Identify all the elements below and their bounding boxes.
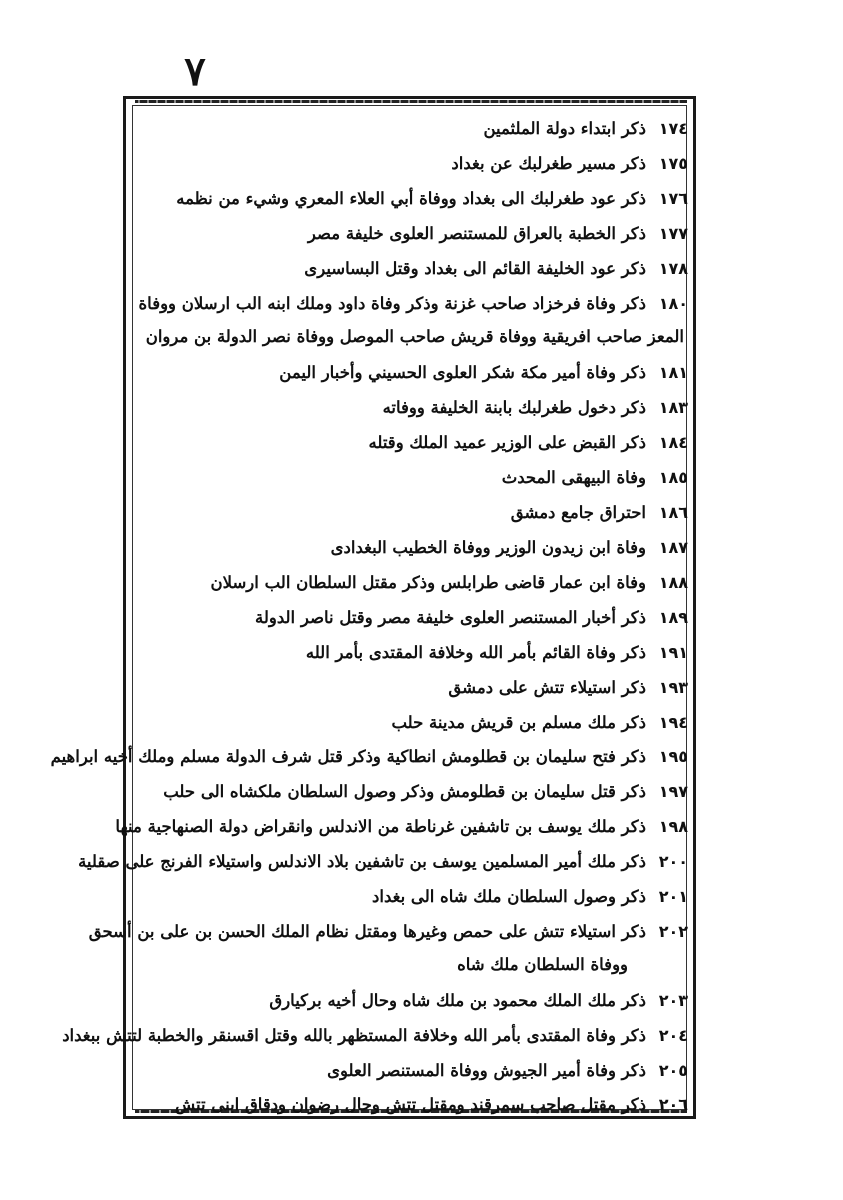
- toc-entry-title: ذكر أخبار المستنصر العلوى خليفة مصر وقتل ناصر الدولة: [255, 608, 646, 627]
- toc-entry-title: ذكر دخول طغرلبك بابنة الخليفة ووفاته: [382, 398, 646, 417]
- toc-page-number: ٢٠٦: [658, 1095, 688, 1114]
- toc-entry-continuation: [140, 954, 688, 976]
- toc-entry: [140, 886, 688, 908]
- toc-entry: [140, 362, 688, 384]
- toc-entry: [115, 816, 688, 838]
- table-of-contents: [50, 118, 688, 1114]
- toc-entry: [140, 258, 688, 280]
- toc-entry-title: ذكر ملك يوسف بن تاشفين غرناطة من الاندلس وانقراض دولة الصنهاجية منها: [115, 817, 646, 836]
- toc-entry-title: المعز صاحب افريقية ووفاة قريش صاحب الموصل ووفاة نصر الدولة بن مروان: [145, 327, 684, 346]
- toc-entry-title: ذكر استيلاء تتش على حمص وغيرها ومقتل نظام الملك الحسن بن على بن أسحق: [88, 922, 646, 941]
- toc-page-number: ١٨٠: [658, 294, 688, 313]
- toc-page-number: ١٩١: [658, 643, 688, 662]
- toc-entry: [140, 642, 688, 664]
- toc-entry: [140, 607, 688, 629]
- toc-entry-title: ذكر القبض على الوزير عميد الملك وقتله: [368, 433, 646, 452]
- toc-entry-title: ذكر عود طغرلبك الى بغداد ووفاة أبي العلاء المعري وشيء من نظمه: [176, 189, 646, 208]
- toc-entry-title: ذكر وفاة المقتدى بأمر الله وخلافة المستظهر بالله وقتل اقسنقر والخطبة لتتش ببغداد: [62, 1026, 646, 1045]
- toc-page-number: ١٩٤: [658, 713, 688, 732]
- toc-entry-title: ذكر وفاة أمير مكة شكر العلوى الحسيني وأخبار اليمن: [279, 363, 646, 382]
- toc-entry: [140, 118, 688, 140]
- page-number: ٧: [184, 48, 206, 95]
- toc-entry: [140, 1094, 688, 1116]
- toc-page-number: ١٧٧: [658, 224, 688, 243]
- toc-page-number: ٢٠٣: [658, 991, 688, 1010]
- toc-entry: [140, 572, 688, 594]
- toc-entry: [140, 188, 688, 210]
- toc-entry-continuation: [140, 326, 688, 348]
- toc-entry: [50, 746, 688, 768]
- toc-entry-title: احتراق جامع دمشق: [510, 503, 646, 522]
- toc-entry-title: ذكر مقتل صاحب سمرقند ومقتل تتش وحال رضوان ودقاق ابنى تتش: [174, 1095, 646, 1114]
- toc-entry: [62, 1025, 688, 1047]
- toc-page-number: ١٨٣: [658, 398, 688, 417]
- toc-entry: [88, 921, 688, 943]
- toc-page-number: ١٨٥: [658, 468, 688, 487]
- toc-entry-title: وفاة ابن زيدون الوزير ووفاة الخطيب البغدادى: [330, 538, 646, 557]
- toc-entry: [140, 712, 688, 734]
- toc-entry: [140, 677, 688, 699]
- toc-page-number: ٢٠٢: [658, 922, 688, 941]
- toc-entry: [140, 432, 688, 454]
- toc-page-number: ١٧٨: [658, 259, 688, 278]
- toc-entry-title: ووفاة السلطان ملك شاه: [457, 955, 628, 974]
- toc-entry-title: ذكر استيلاء تتش على دمشق: [448, 678, 646, 697]
- toc-page-number: ١٨٩: [658, 608, 688, 627]
- toc-page-number: ١٧٥: [658, 154, 688, 173]
- toc-page-number: ١٩٥: [658, 747, 688, 766]
- toc-page-number: ١٩٨: [658, 817, 688, 836]
- toc-page-number: ١٨٨: [658, 573, 688, 592]
- toc-entry-title: ذكر وصول السلطان ملك شاه الى بغداد: [372, 887, 646, 906]
- toc-page-number: ١٨٧: [658, 538, 688, 557]
- toc-entry: [140, 1060, 688, 1082]
- toc-entry-title: ذكر ملك أمير المسلمين يوسف بن تاشفين بلاد الاندلس واستيلاء الفرنج على صقلية: [78, 852, 646, 871]
- toc-page-number: ٢٠١: [658, 887, 688, 906]
- toc-entry: [78, 851, 688, 873]
- toc-entry-title: ذكر وفاة فرخزاد صاحب غزنة وذكر وفاة داود وملك ابنه الب ارسلان ووفاة: [138, 294, 646, 313]
- toc-page-number: ٢٠٥: [658, 1061, 688, 1080]
- toc-entry: [140, 397, 688, 419]
- toc-entry-title: ذكر قتل سليمان بن قطلومش وذكر وصول السلطان ملكشاه الى حلب: [163, 782, 646, 801]
- toc-entry: [140, 153, 688, 175]
- toc-entry: [140, 293, 688, 315]
- toc-entry-title: ذكر الخطبة بالعراق للمستنصر العلوى خليفة مصر: [307, 224, 646, 243]
- toc-entry-title: ذكر وفاة القائم بأمر الله وخلافة المقتدى بأمر الله: [305, 643, 646, 662]
- toc-entry: [140, 990, 688, 1012]
- toc-entry-title: ذكر ملك الملك محمود بن ملك شاه وحال أخيه بركيارق: [269, 991, 646, 1010]
- toc-entry: [140, 223, 688, 245]
- toc-entry-title: ذكر مسير طغرلبك عن بغداد: [451, 154, 646, 173]
- toc-page-number: ١٨٦: [658, 503, 688, 522]
- toc-entry-title: ذكر ابتداء دولة الملثمين: [483, 119, 646, 138]
- toc-entry-title: ذكر فتح سليمان بن قطلومش انطاكية وذكر قتل شرف الدولة مسلم وملك أخيه ابراهيم: [50, 747, 646, 766]
- toc-entry: [140, 537, 688, 559]
- toc-page-number: ٢٠٤: [658, 1026, 688, 1045]
- toc-entry: [140, 781, 688, 803]
- toc-page-number: ١٨٤: [658, 433, 688, 452]
- toc-page-number: ٢٠٠: [658, 852, 688, 871]
- toc-page-number: ١٧٤: [658, 119, 688, 138]
- toc-entry-title: ذكر عود الخليفة القائم الى بغداد وقتل البساسيرى: [304, 259, 646, 278]
- toc-page-number: ١٩٣: [658, 678, 688, 697]
- toc-entry: [140, 502, 688, 524]
- toc-entry-title: وفاة ابن عمار قاضى طرابلس وذكر مقتل السلطان الب ارسلان: [210, 573, 646, 592]
- toc-page-number: ١٨١: [658, 363, 688, 382]
- toc-entry: [140, 467, 688, 489]
- toc-entry-title: ذكر وفاة أمير الجيوش ووفاة المستنصر العلوى: [327, 1061, 646, 1080]
- toc-page-number: ١٧٦: [658, 189, 688, 208]
- toc-page-number: ١٩٧: [658, 782, 688, 801]
- toc-entry-title: ذكر ملك مسلم بن قريش مدينة حلب: [391, 713, 646, 732]
- top-rule: [135, 100, 687, 103]
- toc-entry-title: وفاة البيهقى المحدث: [501, 468, 646, 487]
